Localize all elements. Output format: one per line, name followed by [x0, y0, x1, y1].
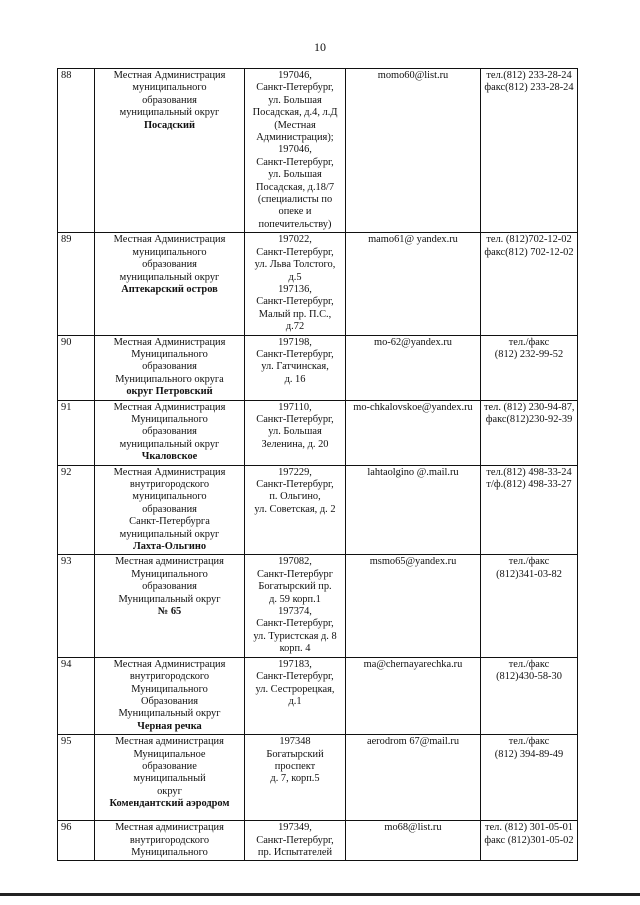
- name-line: муниципальный округ: [119, 528, 220, 540]
- address: [245, 335, 346, 400]
- name-line: Местная администрация: [115, 736, 224, 748]
- name-line: Местная Администрация: [113, 336, 226, 348]
- phone-fax: [481, 69, 578, 233]
- name-line: Муниципального округа: [115, 373, 224, 385]
- table-row: [58, 657, 578, 734]
- address-line: ул. Большая: [268, 426, 322, 438]
- phone-line: факс(812)230-92-39: [485, 413, 573, 425]
- address-line: корп. 4: [279, 643, 311, 655]
- table-row: [58, 335, 578, 400]
- address-line: ул. Туристская д. 8: [253, 630, 337, 642]
- phone-fax: [481, 555, 578, 657]
- phone-line: т/ф.(812) 498-33-27: [486, 479, 572, 490]
- address-line: 197046,: [278, 70, 312, 81]
- address-line: Санкт-Петербург,: [256, 82, 334, 94]
- name-line: образования: [142, 581, 197, 593]
- address-line: (Местная: [274, 119, 316, 131]
- name-line: Муниципальный округ: [118, 593, 221, 605]
- administration-name: [95, 735, 245, 821]
- district-name: Комендантский аэродром: [109, 798, 230, 810]
- phone-line: факс(812) 233-28-24: [484, 82, 574, 94]
- phone-line: тел./факс: [508, 336, 550, 348]
- address-line: 197136,: [278, 283, 312, 295]
- email: mo-chkalovskoe@yandex.ru: [346, 400, 481, 465]
- name-line: образования: [142, 361, 197, 373]
- name-line: Местная Администрация: [113, 70, 226, 81]
- address-line: Богатырский пр.: [258, 581, 332, 593]
- address-line: д. 16: [284, 373, 306, 385]
- name-line: округ: [157, 785, 182, 797]
- address-line: Санкт-Петербург,: [256, 156, 334, 168]
- address-line: Санкт-Петербург,: [256, 834, 334, 846]
- phone-line: (812)430-58-30: [496, 671, 562, 683]
- row-number: 94: [58, 657, 95, 734]
- name-line: Муниципальное: [133, 748, 206, 760]
- address-line: ул. Большая: [268, 94, 322, 106]
- address-line: 197022,: [278, 234, 312, 246]
- phone-line: тел./факс: [508, 556, 550, 568]
- email: ma@chernayarechka.ru: [346, 657, 481, 734]
- phone-line: тел. (812) 230-94-87,: [484, 401, 575, 413]
- address-line: 197374,: [278, 606, 312, 618]
- name-line: Муниципального: [131, 568, 208, 580]
- name-line: внутригородского: [129, 834, 210, 846]
- address-line: Малый пр. П.С.,: [258, 308, 332, 320]
- name-line: муниципальный округ: [119, 271, 220, 283]
- bottom-edge-rule: [0, 893, 640, 896]
- address-line: 197183,: [278, 658, 312, 670]
- name-line: муниципальный округ: [119, 438, 220, 450]
- row-number: 95: [58, 735, 95, 821]
- phone-line: тел.(812) 233-28-24: [486, 70, 572, 81]
- phone-line: (812) 394-89-49: [494, 748, 564, 760]
- district-name: № 65: [157, 606, 182, 618]
- name-line: Муниципального: [131, 683, 208, 695]
- address-line: Санкт-Петербург: [256, 568, 334, 580]
- address-line: Зеленина, д. 20: [261, 438, 329, 450]
- address-line: п. Ольгино,: [269, 491, 321, 503]
- address: [245, 465, 346, 555]
- table-row: [58, 735, 578, 821]
- name-line: Местная администрация: [115, 556, 224, 568]
- name-line: Муниципального: [131, 846, 208, 858]
- phone-fax: [481, 657, 578, 734]
- administration-name: [95, 400, 245, 465]
- address: [245, 821, 346, 861]
- address-line: ул. Гатчинская,: [261, 361, 329, 373]
- phone-line: тел.(812) 498-33-24: [486, 466, 572, 478]
- administration-name: [95, 69, 245, 233]
- address-line: 197198,: [278, 336, 312, 348]
- phone-fax: [481, 465, 578, 555]
- address-line: Санкт-Петербург,: [256, 618, 334, 630]
- phone-line: факс(812) 702-12-02: [484, 246, 574, 258]
- address-line: Богатырский: [266, 748, 324, 760]
- name-line: Местная Администрация: [113, 658, 226, 670]
- phone-fax: [481, 821, 578, 861]
- address-line: Администрация);: [256, 132, 334, 144]
- address-line: д. 59 корп.1: [269, 593, 321, 605]
- name-line: Муниципального: [131, 348, 208, 360]
- table-row: [58, 465, 578, 555]
- name-line: образование: [142, 760, 197, 772]
- phone-line: тел./факс: [508, 658, 550, 670]
- administration-name: [95, 465, 245, 555]
- address-line: 197110,: [278, 401, 312, 413]
- email: mamo61@ yandex.ru: [346, 233, 481, 335]
- name-line: внутригородского: [129, 671, 210, 683]
- address-line: проспект: [274, 760, 316, 772]
- name-line: муниципального: [132, 246, 207, 258]
- email: lahtaolgino @.mail.ru: [346, 465, 481, 555]
- address-line: Посадская, д.4, л.Д: [252, 107, 338, 119]
- address-line: Санкт-Петербург,: [256, 671, 334, 683]
- phone-fax: [481, 233, 578, 335]
- name-line: образования: [142, 259, 197, 271]
- address: [245, 735, 346, 821]
- phone-fax: [481, 735, 578, 821]
- address: [245, 233, 346, 335]
- name-line: Местная Администрация: [113, 401, 226, 413]
- name-line: муниципального: [132, 491, 207, 503]
- email: mo68@list.ru: [346, 821, 481, 861]
- district-name: Посадский: [143, 119, 196, 131]
- address-line: д.72: [285, 321, 305, 333]
- address-line: 197082,: [278, 556, 312, 568]
- phone-fax: [481, 400, 578, 465]
- address-line: Санкт-Петербург,: [256, 246, 334, 258]
- row-number: 96: [58, 821, 95, 861]
- name-line: образования: [142, 94, 197, 106]
- name-line: муниципальный округ: [119, 107, 220, 119]
- address-line: д.1: [288, 695, 302, 707]
- name-line: Санкт-Петербурга: [129, 516, 210, 528]
- address-line: Санкт-Петербург,: [256, 413, 334, 425]
- phone-line: тел./факс: [508, 736, 550, 748]
- address-line: Санкт-Петербург,: [256, 348, 334, 360]
- row-number: 91: [58, 400, 95, 465]
- table-row: [58, 69, 578, 233]
- address-line: Санкт-Петербург,: [256, 479, 334, 490]
- email: momo60@list.ru: [346, 69, 481, 233]
- row-number: 88: [58, 69, 95, 233]
- table-row: [58, 821, 578, 861]
- name-line: Муниципальный округ: [118, 708, 221, 720]
- address-line: ул. Большая: [268, 169, 322, 181]
- address-line: (специалисты по: [257, 194, 333, 206]
- administration-name: [95, 555, 245, 657]
- address-line: 197349,: [278, 822, 312, 834]
- row-number: 92: [58, 465, 95, 555]
- name-line: Образования: [140, 695, 199, 707]
- page-number: 10: [314, 40, 326, 54]
- table-row: [58, 233, 578, 335]
- phone-line: факс (812)301-05-02: [484, 834, 574, 846]
- address-line: д.5: [288, 271, 302, 283]
- address-line: попечительству): [258, 218, 332, 230]
- name-line: Местная Администрация: [113, 466, 226, 478]
- address: [245, 657, 346, 734]
- administration-name: [95, 335, 245, 400]
- row-number: 93: [58, 555, 95, 657]
- address: [245, 400, 346, 465]
- phone-line: тел. (812) 301-05-01: [485, 822, 573, 834]
- address: [245, 69, 346, 233]
- row-number: 90: [58, 335, 95, 400]
- district-name: Чкаловское: [141, 451, 198, 463]
- address-line: ул. Сестрорецкая,: [255, 683, 335, 695]
- name-line: Муниципального: [131, 413, 208, 425]
- address-line: Санкт-Петербург,: [256, 296, 334, 308]
- address-line: пр. Испытателей: [257, 846, 333, 858]
- phone-line: тел. (812)702-12-02: [486, 234, 572, 246]
- administration-name: [95, 657, 245, 734]
- address: [245, 555, 346, 657]
- name-line: образования: [142, 426, 197, 438]
- table-row: [58, 400, 578, 465]
- district-name: Черная речка: [137, 720, 202, 732]
- name-line: Местная Администрация: [113, 234, 226, 246]
- address-line: 197348: [279, 736, 311, 748]
- email: mo-62@yandex.ru: [346, 335, 481, 400]
- administration-name: [95, 821, 245, 861]
- address-line: 197229,: [278, 466, 312, 478]
- address-line: ул. Советская, д. 2: [254, 503, 336, 515]
- row-number: 89: [58, 233, 95, 335]
- address-line: 197046,: [278, 144, 312, 156]
- name-line: образования: [142, 503, 197, 515]
- name-line: муниципального: [132, 82, 207, 94]
- administrations-table: [57, 68, 578, 861]
- name-line: Местная администрация: [115, 822, 224, 834]
- district-name: Лахта-Ольгино: [132, 541, 207, 553]
- address-line: опеке и: [278, 206, 312, 218]
- district-name: округ Петровский: [126, 386, 213, 398]
- email: aerodrom 67@mail.ru: [346, 735, 481, 821]
- phone-fax: [481, 335, 578, 400]
- address-line: Посадская, д.18/7: [255, 181, 335, 193]
- address-line: ул. Льва Толстого,: [254, 259, 336, 271]
- name-line: муниципальный: [133, 773, 206, 785]
- district-name: Аптекарский остров: [121, 283, 218, 295]
- administration-name: [95, 233, 245, 335]
- address-line: д. 7, корп.5: [270, 773, 320, 785]
- phone-line: (812)341-03-82: [496, 568, 562, 580]
- table-row: [58, 555, 578, 657]
- name-line: внутригородского: [129, 479, 210, 490]
- email: msmo65@yandex.ru: [346, 555, 481, 657]
- phone-line: (812) 232-99-52: [494, 348, 564, 360]
